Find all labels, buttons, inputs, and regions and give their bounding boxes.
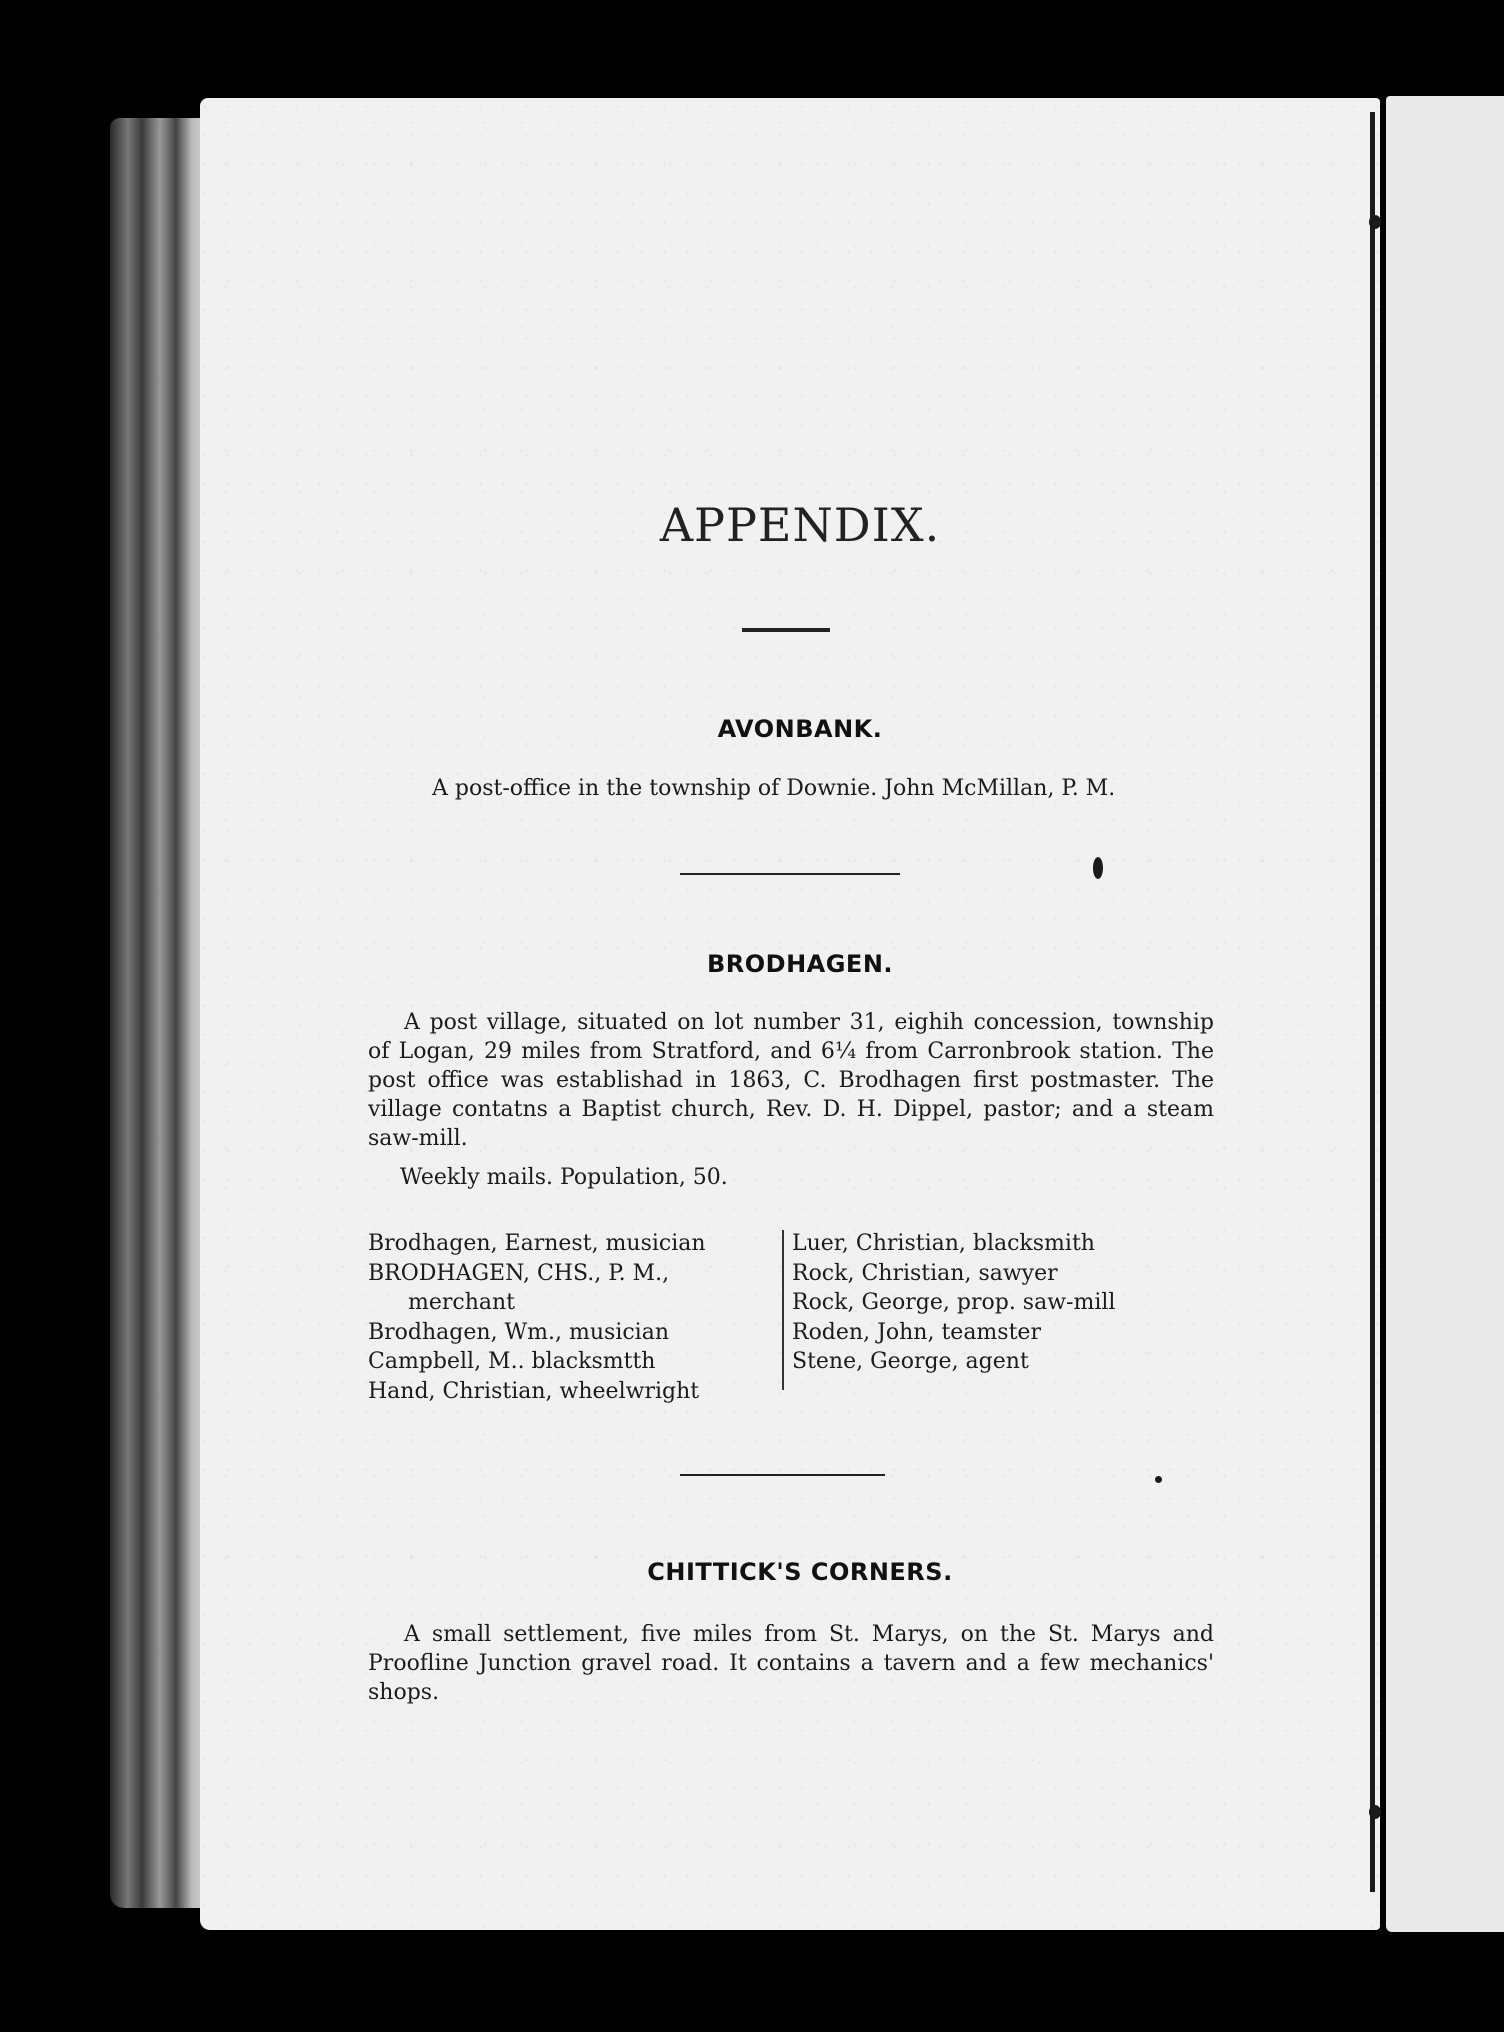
list-item: Rock, George, prop. saw-mill <box>792 1290 1116 1315</box>
column-divider <box>782 1230 784 1390</box>
ink-dot <box>1369 215 1381 229</box>
list-item: Luer, Christian, blacksmith <box>792 1231 1095 1256</box>
list-item: Rock, Christian, sawyer <box>792 1260 1058 1286</box>
list-item: BRODHAGEN, CHS., P. M., <box>368 1260 670 1286</box>
chitticks-corners-paragraph <box>368 1620 1214 1707</box>
list-item: Hand, Christian, wheelwright <box>368 1378 700 1404</box>
appendix-title: APPENDIX. <box>659 498 941 552</box>
section-rule-2 <box>680 1474 885 1476</box>
list-item: Roden, John, teamster <box>792 1319 1041 1345</box>
ink-dot <box>1155 1476 1162 1483</box>
ink-dot <box>1369 1805 1381 1819</box>
list-item: Campbell, M.. blacksmtth <box>368 1349 656 1374</box>
avonbank-text: A post-office in the township of Downie. John McMillan, P. M. <box>432 776 1116 801</box>
brodhagen-paragraph <box>368 1008 1214 1153</box>
list-item: merchant <box>408 1290 516 1315</box>
list-item: Brodhagen, Wm., musician <box>368 1319 670 1345</box>
avonbank-heading: AVONBANK. <box>717 715 883 743</box>
ink-blot <box>1093 857 1103 879</box>
brodhagen-heading: BRODHAGEN. <box>706 950 894 978</box>
brodhagen-paragraph-text: A post village, situated on lot number 31, eighih concession, township of Logan, 29 miles from Stratford, and 6¼ from Carronbrook station. The post office was establishad in 1863, C. Brodhagen first postmaster. The village contatns a Baptist church, Rev. D. H. Dippel, pastor; and a steam saw-mill. <box>368 1010 1214 1151</box>
section-rule-1 <box>680 873 900 875</box>
chitticks-corners-text: A small settlement, five miles from St. Marys, on the St. Marys and Proofline Junction gravel road. It contains a tavern and a few mechanics' shops. <box>368 1622 1214 1705</box>
brodhagen-mails: Weekly mails. Population, 50. <box>400 1165 728 1190</box>
list-item: Brodhagen, Earnest, musician <box>368 1231 706 1256</box>
residents-left-column <box>368 1229 776 1406</box>
residents-right-column <box>792 1229 1212 1377</box>
title-rule <box>742 628 830 632</box>
list-item: Stene, George, agent <box>792 1349 1029 1374</box>
chitticks-corners-heading: CHITTICK'S CORNERS. <box>647 1558 953 1586</box>
